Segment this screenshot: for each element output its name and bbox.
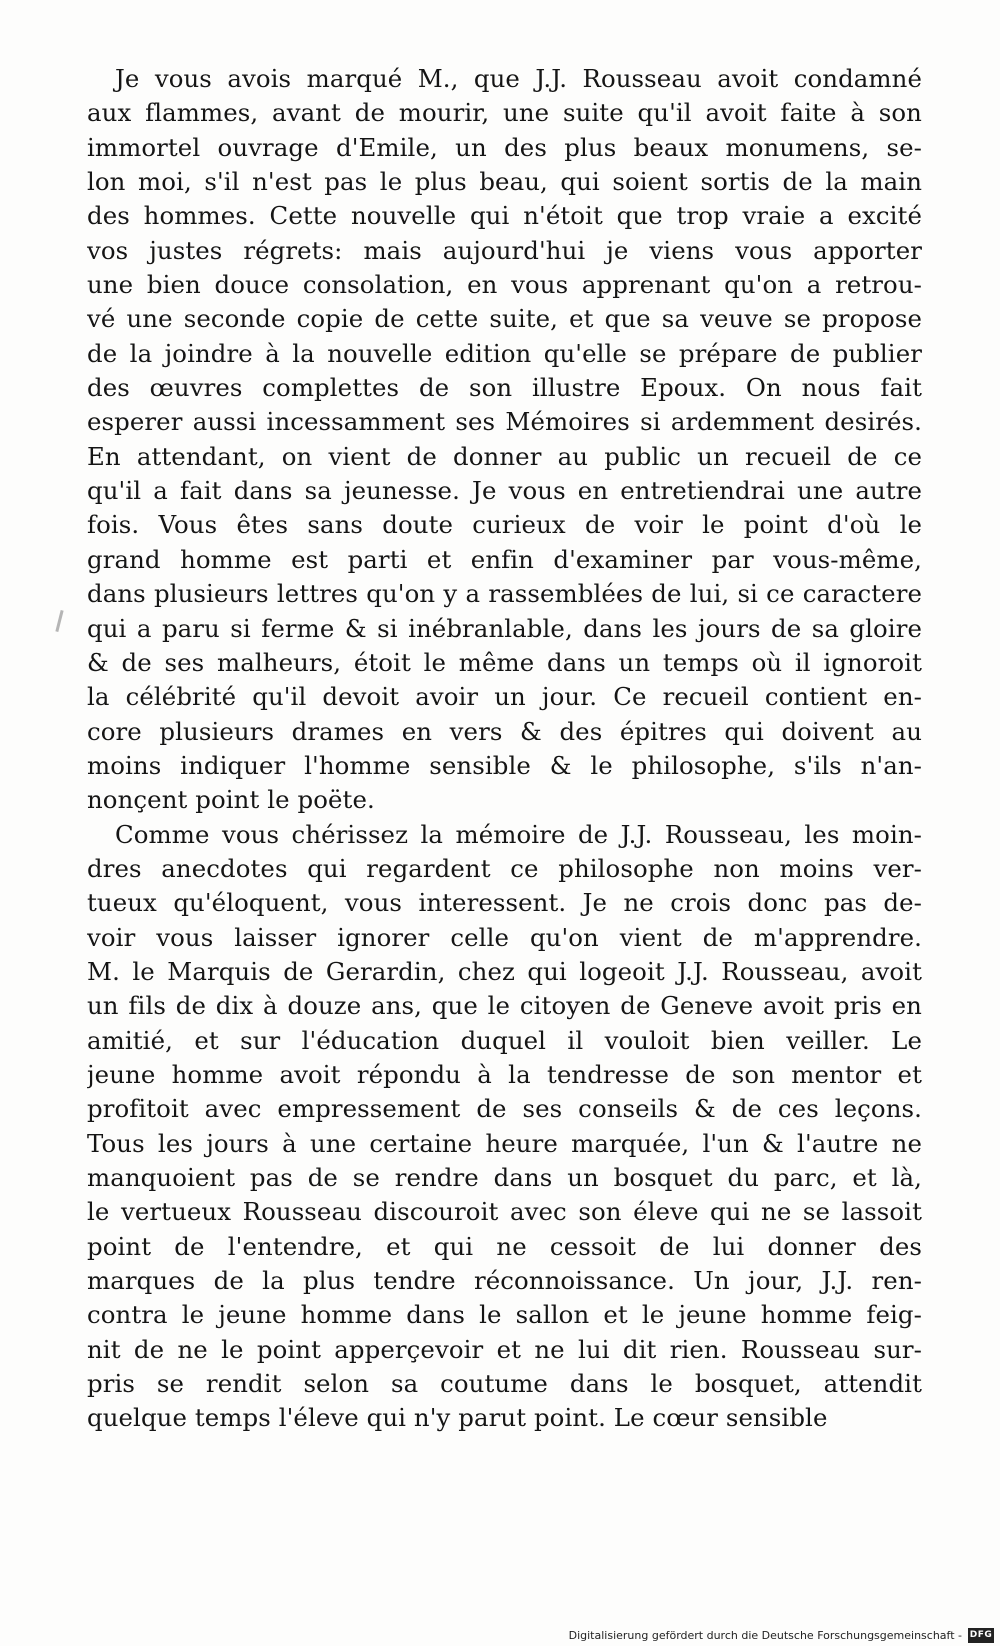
text-line: profitoit avec empressement de ses conseils & de ces leçons. (87, 1094, 922, 1124)
text-line: esperer aussi incessamment ses Mémoires si ardemment desirés. (87, 407, 922, 437)
text-line: voir vous laisser ignorer celle qu'on vient de m'apprendre. (87, 922, 922, 952)
text-line: amitié, et sur l'éducation duquel il vouloit bien veiller. Le (87, 1025, 922, 1055)
text-line: lon moi, s'il n'est pas le plus beau, qui soient sortis de la main (87, 167, 922, 197)
text-line: point de l'entendre, et qui ne cessoit de lui donner des (87, 1231, 922, 1261)
text-line: qui a paru si ferme & si inébranlable, dans les jours de sa gloire (87, 613, 922, 643)
text-line: contra le jeune homme dans le sallon et le jeune homme feig- (87, 1300, 922, 1330)
text-line: immortel ouvrage d'Emile, un des plus beaux monumens, se- (87, 132, 922, 162)
text-line: vos justes régrets: mais aujourd'hui je viens vous apporter (87, 235, 922, 265)
text-line: qu'il a fait dans sa jeunesse. Je vous en entretiendrai une autre (87, 476, 922, 506)
text-line: Tous les jours à une certaine heure marquée, l'un & l'autre ne (87, 1128, 922, 1158)
text-line: M. le Marquis de Gerardin, chez qui logeoit J.J. Rousseau, avoit (87, 956, 922, 986)
text-line: la célébrité qu'il devoit avoir un jour. Ce recueil contient en- (87, 682, 922, 712)
text-line: des hommes. Cette nouvelle qui n'étoit que trop vraie a excité (87, 201, 922, 231)
text-line: Comme vous chérissez la mémoire de J.J. Rousseau, les moin- (115, 819, 922, 849)
text-line: nit de ne le point apperçevoir et ne lui dit rien. Rousseau sur- (87, 1334, 922, 1364)
text-line: En attendant, on vient de donner au public un recueil de ce (87, 441, 922, 471)
margin-mark (55, 610, 63, 632)
text-line: tueux qu'éloquent, vous interessent. Je ne crois donc pas de- (87, 888, 922, 918)
text-line: aux flammes, avant de mourir, une suite qu'il avoit faite à son (87, 98, 922, 128)
text-line: moins indiquer l'homme sensible & le philosophe, s'ils n'an- (87, 750, 922, 780)
text-line: dres anecdotes qui regardent ce philosophe non moins ver- (87, 853, 922, 883)
text-line: grand homme est parti et enfin d'examiner par vous-même, (87, 544, 922, 574)
text-line: une bien douce consolation, en vous apprenant qu'on a retrou- (87, 270, 922, 300)
text-line: de la joindre à la nouvelle edition qu'elle se prépare de publier (87, 338, 922, 368)
text-line: un fils de dix à douze ans, que le citoyen de Geneve avoit pris en (87, 991, 922, 1021)
text-line: fois. Vous êtes sans doute curieux de voir le point d'où le (87, 510, 922, 540)
dfg-logo: DFG (968, 1628, 994, 1643)
text-line: dans plusieurs lettres qu'on y a rassemblées de lui, si ce caractere (87, 579, 922, 609)
text-line: jeune homme avoit répondu à la tendresse de son mentor et (87, 1059, 922, 1089)
text-line: Je vous avois marqué M., que J.J. Rousseau avoit condamné (115, 64, 922, 93)
body-text (87, 62, 922, 1436)
text-line: vé une seconde copie de cette suite, et que sa veuve se propose (87, 304, 922, 334)
text-line: nonçent point le poëte. (87, 785, 375, 815)
text-line: manquoient pas de se rendre dans un bosquet du parc, et là, (87, 1163, 922, 1192)
text-line: core plusieurs drames en vers & des épitres qui doivent au (87, 716, 922, 746)
text-line: pris se rendit selon sa coutume dans le bosquet, attendit (87, 1369, 922, 1399)
digitization-footer (569, 1624, 1000, 1646)
text-line: des œuvres complettes de son illustre Epoux. On nous fait (87, 373, 922, 403)
text-line: marques de la plus tendre réconnoissance. Un jour, J.J. ren- (87, 1266, 922, 1296)
text-line: le vertueux Rousseau discouroit avec son éleve qui ne se lassoit (87, 1197, 922, 1227)
text-line: quelque temps l'éleve qui n'y parut point. Le cœur sensible (87, 1403, 828, 1433)
footer-credit: Digitalisierung gefördert durch die Deutsche Forschungsgemeinschaft - (568, 1628, 962, 1642)
text-line: & de ses malheurs, étoit le même dans un temps où il ignoroit (87, 647, 922, 677)
